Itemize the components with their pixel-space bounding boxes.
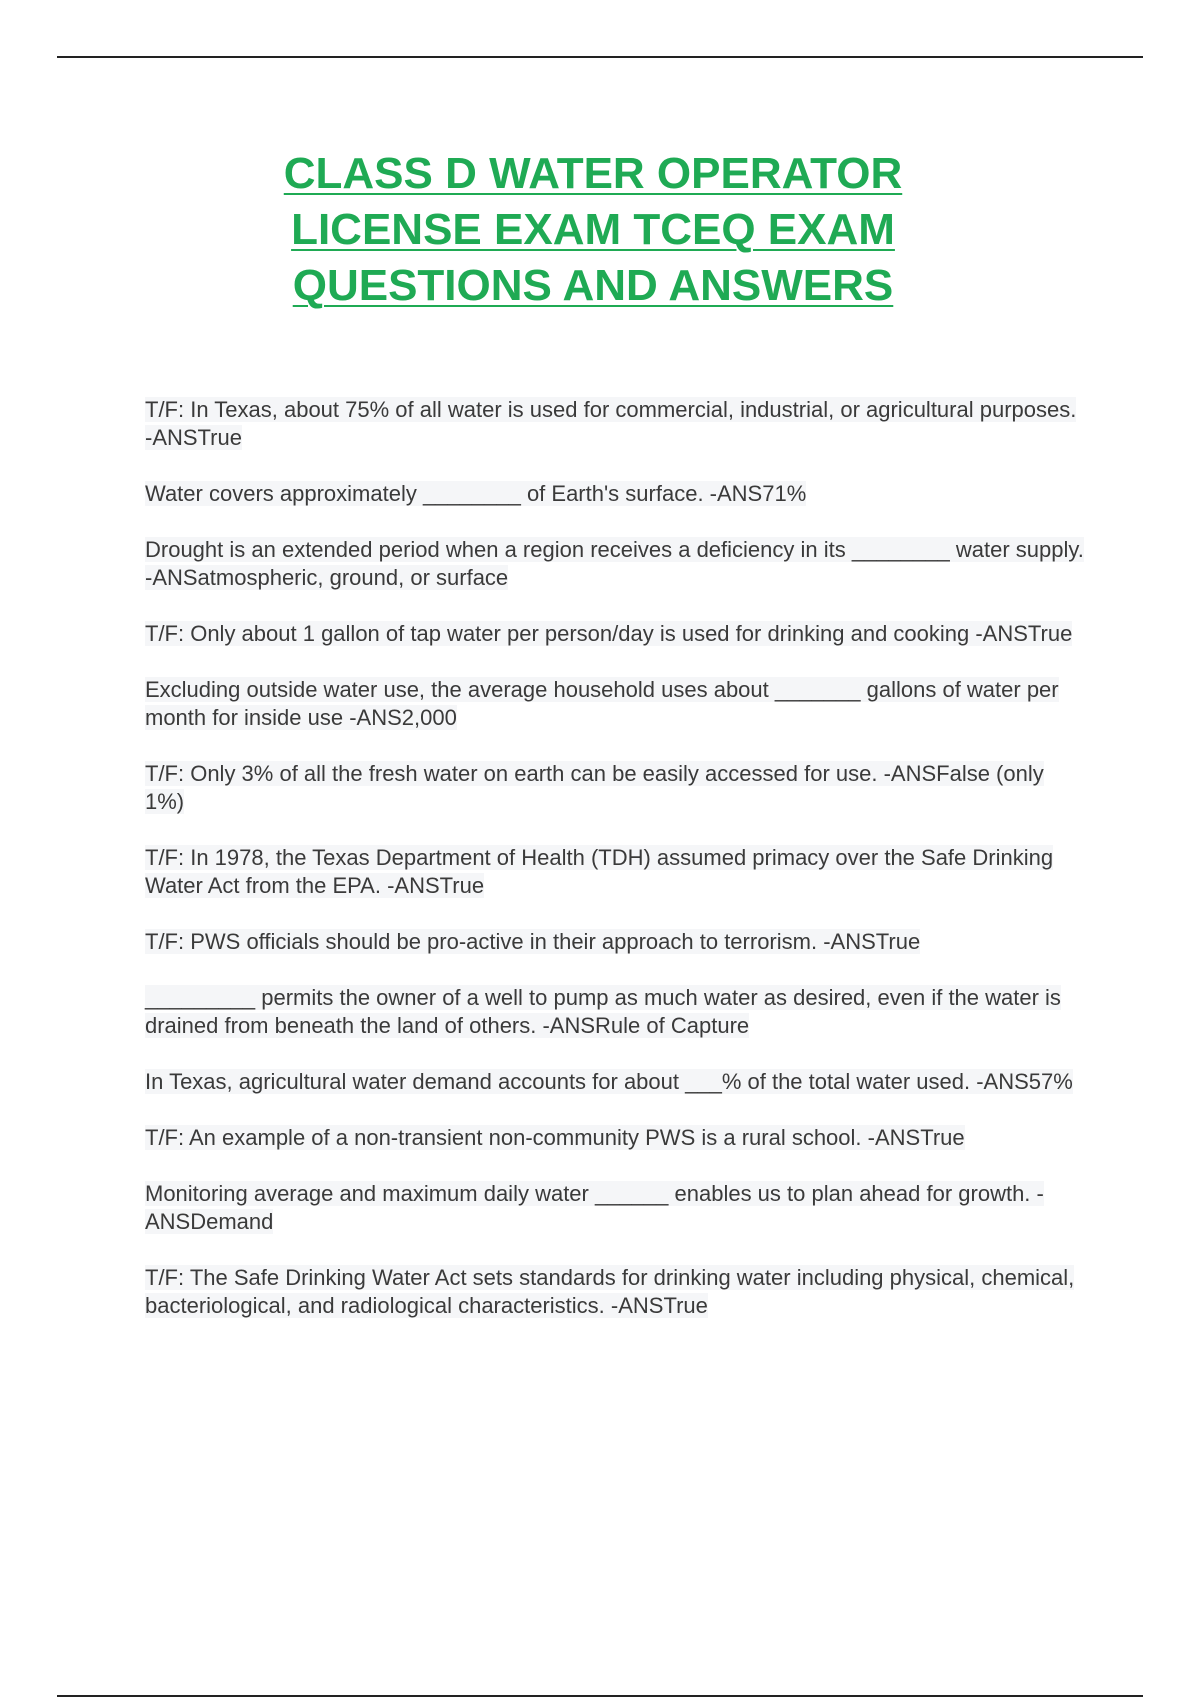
top-divider <box>57 56 1143 58</box>
qa-text: T/F: In Texas, about 75% of all water is used for commercial, industrial, or agricultural purposes. -ANSTrue <box>145 397 1077 450</box>
qa-item <box>145 676 1085 732</box>
qa-text: T/F: PWS officials should be pro-active in their approach to terrorism. -ANSTrue <box>145 929 921 954</box>
qa-text: Water covers approximately ________ of Earth's surface. -ANS71% <box>145 481 807 506</box>
title-line-2: LICENSE EXAM TCEQ EXAM <box>291 205 895 254</box>
qa-text: Monitoring average and maximum daily water ______ enables us to plan ahead for growth. -ANSDemand <box>145 1181 1044 1234</box>
qa-item <box>145 1264 1085 1320</box>
title-line-3: QUESTIONS AND ANSWERS <box>292 261 894 310</box>
qa-text: Excluding outside water use, the average household uses about _______ gallons of water per month for inside use -ANS2,000 <box>145 677 1059 730</box>
qa-item <box>145 1124 1085 1152</box>
qa-text: T/F: The Safe Drinking Water Act sets standards for drinking water including physical, chemical, bacteriological, and radiological characteristics. -ANSTrue <box>145 1265 1075 1318</box>
qa-text: _________ permits the owner of a well to pump as much water as desired, even if the water is drained from beneath the land of others. -ANSRule of Capture <box>145 985 1061 1038</box>
qa-item <box>145 984 1085 1040</box>
qa-text: Drought is an extended period when a region receives a deficiency in its ________ water supply. -ANSatmospheric, ground, or surface <box>145 537 1084 590</box>
qa-item <box>145 1180 1085 1236</box>
qa-item <box>145 396 1085 452</box>
qa-list <box>145 396 1085 1348</box>
qa-item <box>145 620 1085 648</box>
qa-item <box>145 844 1085 900</box>
qa-text: T/F: In 1978, the Texas Department of Health (TDH) assumed primacy over the Safe Drinking Water Act from the EPA. -ANSTrue <box>145 845 1054 898</box>
qa-text: T/F: An example of a non-transient non-community PWS is a rural school. -ANSTrue <box>145 1125 965 1150</box>
qa-text: T/F: Only 3% of all the fresh water on earth can be easily accessed for use. -ANSFalse (only 1%) <box>145 761 1044 814</box>
qa-item <box>145 536 1085 592</box>
qa-item <box>145 480 1085 508</box>
qa-item <box>145 1068 1085 1096</box>
document-title <box>150 146 1036 314</box>
bottom-divider <box>57 1695 1143 1697</box>
qa-item <box>145 760 1085 816</box>
title-line-1: CLASS D WATER OPERATOR <box>283 149 903 198</box>
qa-item <box>145 928 1085 956</box>
qa-text: T/F: Only about 1 gallon of tap water per person/day is used for drinking and cooking -ANSTrue <box>145 621 1073 646</box>
qa-text: In Texas, agricultural water demand accounts for about ___% of the total water used. -ANS57% <box>145 1069 1073 1094</box>
